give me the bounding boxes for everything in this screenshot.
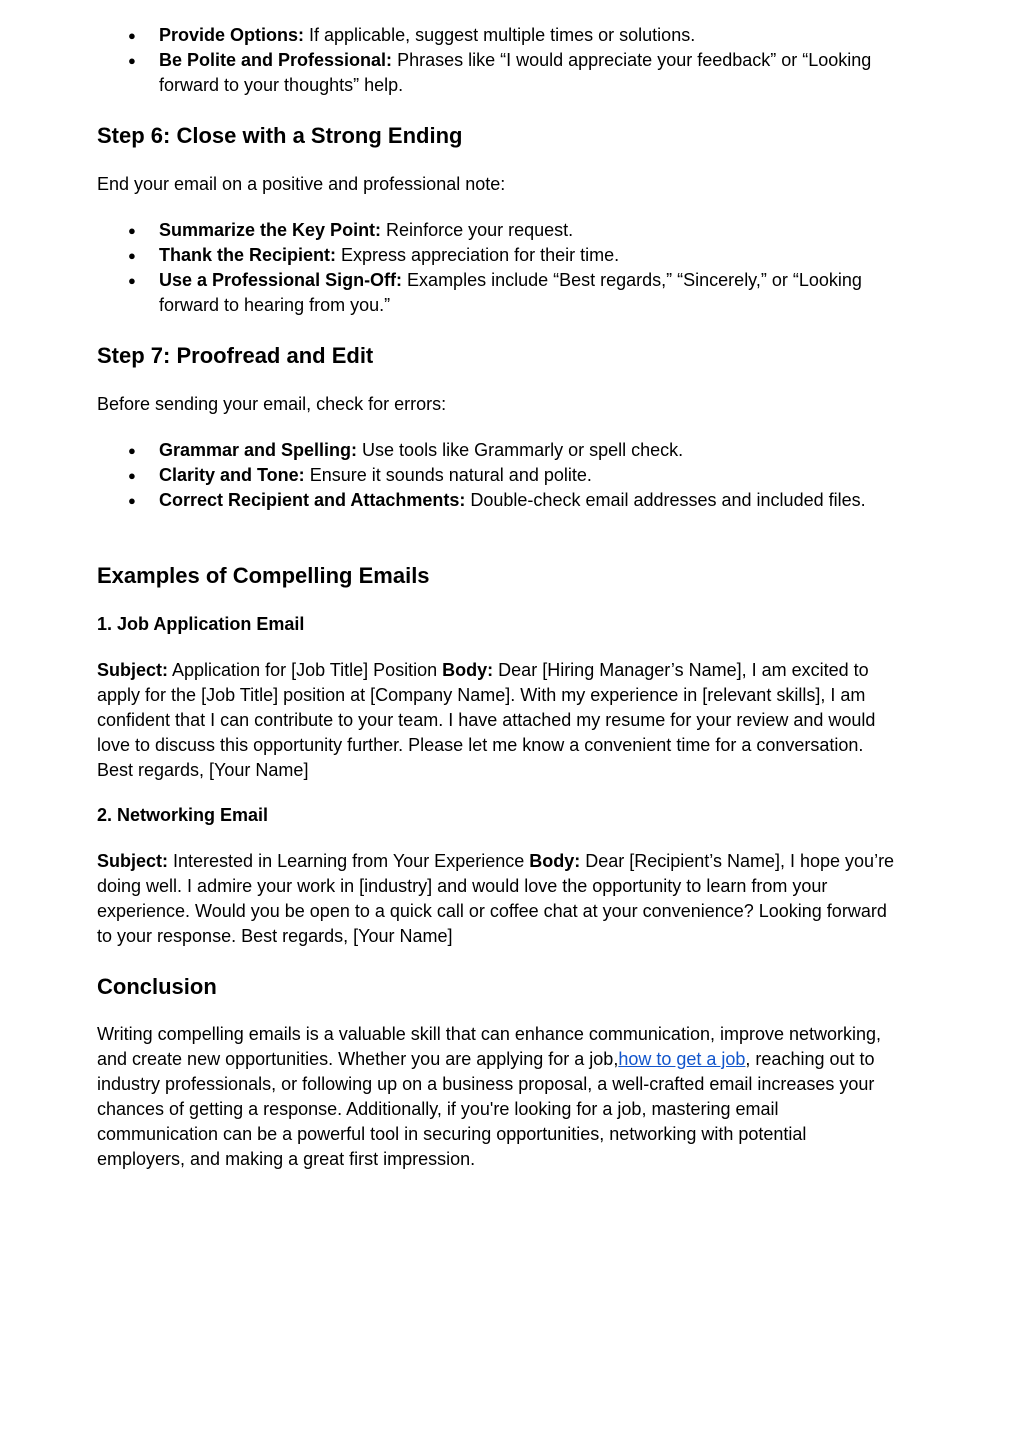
item-label: Be Polite and Professional:: [159, 50, 393, 70]
subject-text: Interested in Learning from Your Experience: [168, 851, 530, 871]
networking-email-paragraph: [97, 849, 897, 949]
list-item: [0, 243, 1024, 268]
item-label: Summarize the Key Point:: [159, 220, 382, 240]
item-text: Examples include “Best regards,” “Sincerely,” or “Looking forward to hearing from you.”: [159, 270, 862, 315]
subject-label: Subject:: [97, 851, 169, 871]
conclusion-heading: Conclusion: [97, 974, 217, 999]
item-text: Double-check email addresses and included files.: [465, 490, 866, 510]
item-label: Provide Options:: [159, 25, 305, 45]
how-to-get-a-job-link[interactable]: how to get a job: [618, 1049, 746, 1069]
item-label: Use a Professional Sign-Off:: [159, 270, 403, 290]
body-label: Body:: [529, 851, 581, 871]
body-text: Dear [Hiring Manager’s Name], I am excited to apply for the [Job Title] position at [Company Name]. With my experience in [relevant skills], I am confident that I can contribute to your team. I have attached my resume for your review and would love to discuss this opportunity further. Please let me know a convenient time for a conversation. Best regards, [Your Name]: [97, 660, 876, 780]
step7-heading: Step 7: Proofread and Edit: [97, 343, 374, 368]
step7-intro: Before sending your email, check for errors:: [97, 394, 447, 414]
item-text: Phrases like “I would appreciate your feedback” or “Looking forward to your thoughts” help.: [159, 50, 872, 95]
list-item: [0, 488, 1024, 513]
conclusion-paragraph: [97, 1022, 897, 1172]
item-label: Correct Recipient and Attachments:: [159, 490, 466, 510]
item-label: Clarity and Tone:: [159, 465, 305, 485]
step7-bullet-list: [0, 438, 1024, 513]
item-label: Grammar and Spelling:: [159, 440, 358, 460]
list-item: [0, 438, 1024, 463]
top-bullet-list: [0, 23, 1024, 98]
list-item: [0, 268, 1024, 318]
step6-heading: Step 6: Close with a Strong Ending: [97, 123, 463, 148]
item-text: If applicable, suggest multiple times or solutions.: [304, 25, 696, 45]
list-item: [0, 23, 1024, 48]
subject-text: Application for [Job Title] Position: [168, 660, 443, 680]
job-email-paragraph: [97, 658, 897, 783]
conclusion-text-end: , reaching out to industry professionals, or following up on a business proposal, a well-crafted email increases your chances of getting a response. Additionally, if you're looking for a job, mastering email communication can be a powerful tool in securing opportunities, networking with potential employers, and making a great first impression.: [97, 1049, 875, 1169]
list-item: [0, 218, 1024, 243]
body-label: Body:: [442, 660, 494, 680]
item-text: Express appreciation for their time.: [336, 245, 620, 265]
body-text: Dear [Recipient’s Name], I hope you’re doing well. I admire your work in [industry] and would love the opportunity to learn from your experience. Would you be open to a quick call or coffee chat at your convenience? Looking forward to your response. Best regards, [Your Name]: [97, 851, 895, 946]
step6-intro: End your email on a positive and professional note:: [97, 174, 506, 194]
list-item: [0, 463, 1024, 488]
item-text: Ensure it sounds natural and polite.: [304, 465, 592, 485]
job-email-heading: 1. Job Application Email: [97, 614, 305, 634]
item-text: Use tools like Grammarly or spell check.: [357, 440, 684, 460]
conclusion-text-start: Writing compelling emails is a valuable skill that can enhance communication, improve networking, and create new opportunities. Whether you are applying for a job,: [97, 1024, 882, 1069]
list-item: [0, 48, 1024, 98]
item-text: Reinforce your request.: [381, 220, 574, 240]
item-label: Thank the Recipient:: [159, 245, 337, 265]
subject-label: Subject:: [97, 660, 169, 680]
networking-email-heading: 2. Networking Email: [97, 805, 269, 825]
step6-bullet-list: [0, 218, 1024, 318]
examples-heading: Examples of Compelling Emails: [97, 563, 430, 588]
